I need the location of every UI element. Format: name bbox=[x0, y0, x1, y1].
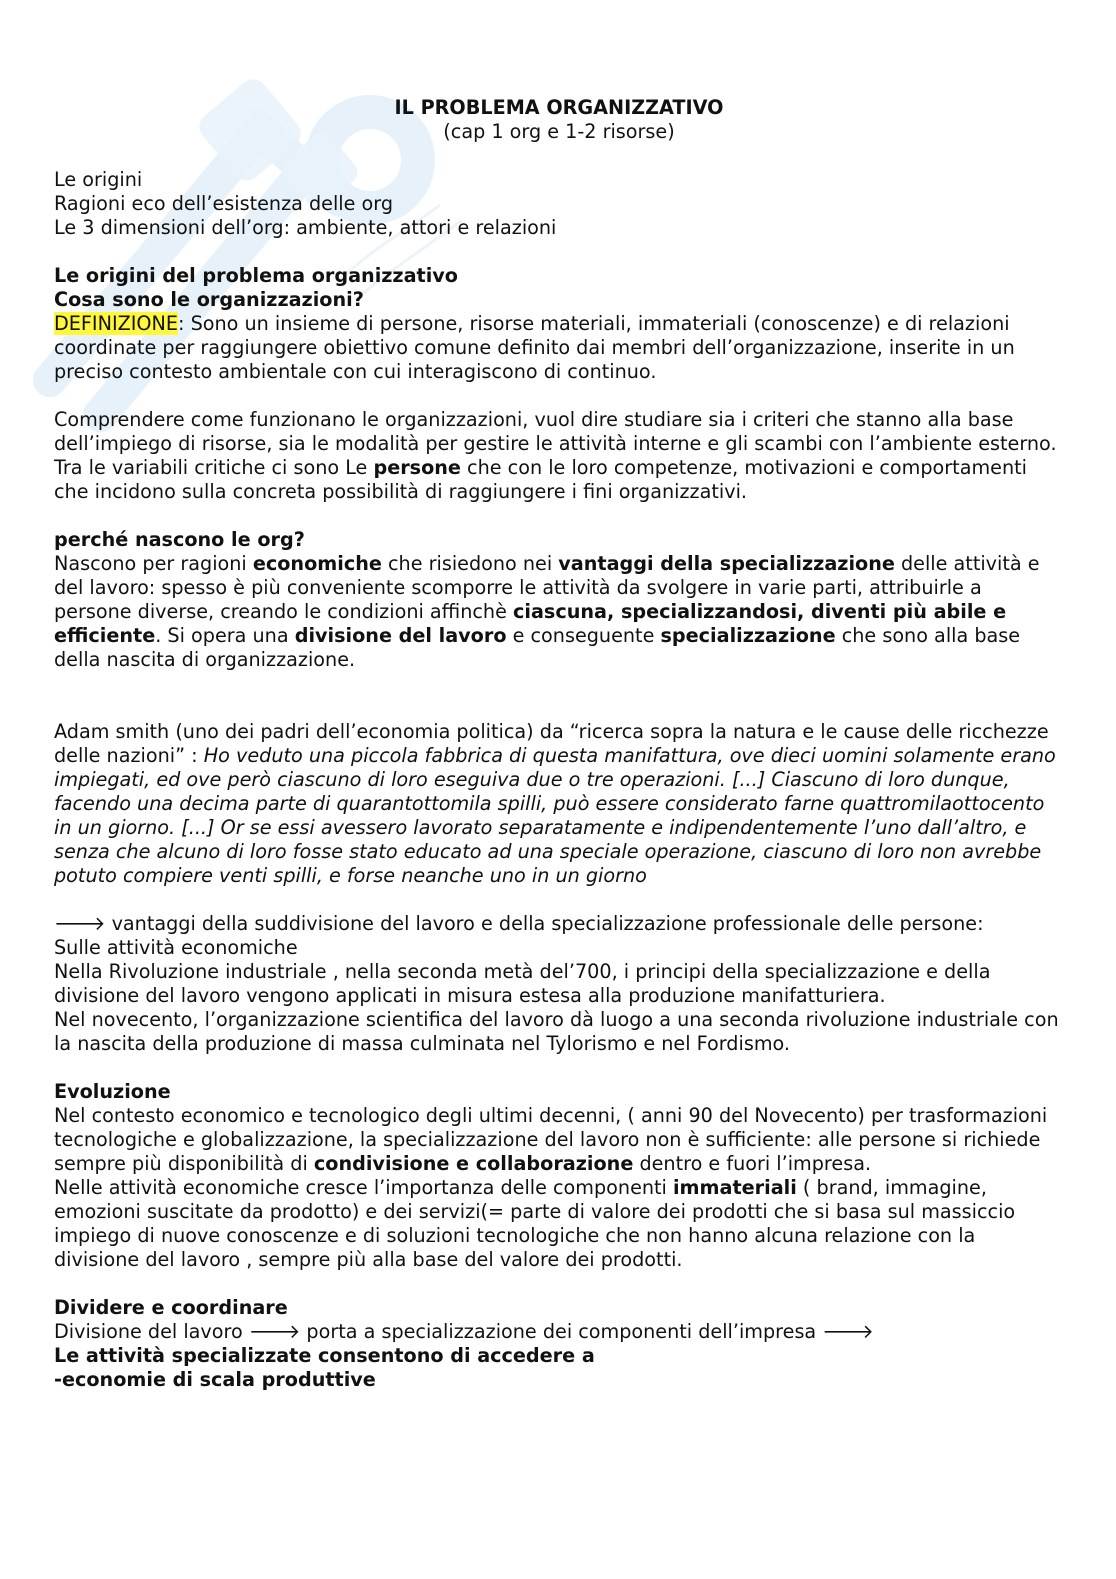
toc-line: Ragioni eco dell’esistenza delle org bbox=[54, 192, 394, 215]
paragraph: Divisione del lavoro 🡒 porta a specializzazione dei componenti dell’impresa 🡒 bbox=[54, 1320, 874, 1343]
quote-paragraph: Adam smith (uno dei padri dell’economia politica) da “ricerca sopra la natura e le cause delle ricchezze delle nazioni” : Ho veduto una piccola fabbrica di questa manifattura, ove dieci uomini solamente erano impiegati, ed ove però ciascuno di loro eseguiva due o tre operazioni. [...] Ciascuno di loro dunque, facendo una decima parte di quarantottomila spilli, può essere considerato farne quattromilaottocento in un giorno. [...] Or se essi avessero lavorato separatamente e indipendentemente l’uno dall’altro, e senza che alcuno di loro fosse stato educato ad una speciale operazione, ciascuno di loro non avrebbe potuto compiere venti spilli, e forse neanche uno in un giorno bbox=[54, 720, 1056, 887]
toc-line: Le origini bbox=[54, 168, 143, 191]
paragraph-bold: Le attività specializzate consentono di accedere a bbox=[54, 1344, 595, 1367]
paragraph: Nel novecento, l’organizzazione scientifica del lavoro dà luogo a una seconda rivoluzione industriale con la nascita della produzione di massa culminata nel Tylorismo e nel Fordismo. bbox=[54, 1008, 1059, 1055]
definition-paragraph bbox=[54, 312, 1064, 384]
document-title: IL PROBLEMA ORGANIZZATIVO bbox=[394, 96, 724, 119]
document-subtitle: (cap 1 org e 1-2 risorse) bbox=[443, 120, 675, 143]
paragraph-bold: -economie di scala produttive bbox=[54, 1368, 376, 1391]
paragraph: Nascono per ragioni economiche che risiedono nei vantaggi della specializzazione delle attività e del lavoro: spesso è più conveniente scomporre le attività da svolgere in varie parti, attribuirle a persone diverse, creando le condizioni affinchè ciascuna, specializzandosi, diventi più abile e efficiente. Si opera una divisione del lavoro e conseguente specializzazione che sono alla base della nascita di organizzazione. bbox=[54, 552, 1040, 671]
arrow-icon: 🡒 bbox=[54, 912, 106, 935]
section-heading: Evoluzione bbox=[54, 1080, 171, 1103]
definition-label: DEFINIZIONE bbox=[54, 312, 178, 335]
section-subheading: Cosa sono le organizzazioni? bbox=[54, 288, 364, 311]
arrow-icon: 🡒 bbox=[822, 1320, 874, 1343]
paragraph: 🡒 vantaggi della suddivisione del lavoro e della specializzazione professionale delle persone: bbox=[54, 912, 984, 935]
arrow-icon: 🡒 bbox=[248, 1320, 301, 1343]
paragraph: Comprendere come funzionano le organizzazioni, vuol dire studiare sia i criteri che stanno alla base dell’impiego di risorse, sia le modalità per gestire le attività interne e gli scambi con l’ambiente esterno. bbox=[54, 408, 1057, 455]
document-content bbox=[54, 96, 1064, 1392]
section-heading: perché nascono le org? bbox=[54, 528, 305, 551]
section-heading: Le origini del problema organizzativo bbox=[54, 264, 458, 287]
quote-text: Ho veduto una piccola fabbrica di questa manifattura, ove dieci uomini solamente erano impiegati, ed ove però ciascuno di loro eseguiva due o tre operazioni. [...] Ciascuno di loro dunque, facendo una decima parte di quarantottomila spilli, può essere considerato farne quattromilaottocento in un giorno. [...] Or se essi avessero lavorato separatamente e indipendentemente l’uno dall’altro, e senza che alcuno di loro fosse stato educato ad una speciale operazione, ciascuno di loro non avrebbe potuto compiere venti spilli, e forse neanche uno in un giorno bbox=[54, 744, 1056, 887]
toc-line: Le 3 dimensioni dell’org: ambiente, attori e relazioni bbox=[54, 216, 557, 239]
paragraph: Sulle attività economiche bbox=[54, 936, 298, 959]
section-heading: Dividere e coordinare bbox=[54, 1296, 288, 1319]
paragraph: Nel contesto economico e tecnologico degli ultimi decenni, ( anni 90 del Novecento) per trasformazioni tecnologiche e globalizzazione, la specializzazione del lavoro non è sufficiente: alle persone si richiede sempre più disponibilità di condivisione e collaborazione dentro e fuori l’impresa. bbox=[54, 1104, 1048, 1175]
paragraph: Nella Rivoluzione industriale , nella seconda metà del’700, i principi della specializzazione e della divisione del lavoro vengono applicati in misura estesa alla produzione manifatturiera. bbox=[54, 960, 991, 1007]
definition-text: : Sono un insieme di persone, risorse materiali, immateriali (conoscenze) e di relazioni coordinate per raggiungere obiettivo comune definito dai membri dell’organizzazione, inserite in un preciso contesto ambientale con cui interagiscono di continuo. bbox=[54, 312, 1015, 383]
paragraph: Nelle attività economiche cresce l’importanza delle componenti immateriali ( brand, immagine, emozioni suscitate da prodotto) e dei servizi(= parte di valore dei prodotti che si basa sul massiccio impiego di nuove conoscenze e di soluzioni tecnologiche che non hanno alcuna relazione con la divisione del lavoro , sempre più alla base del valore dei prodotti. bbox=[54, 1176, 1016, 1271]
paragraph: Tra le variabili critiche ci sono Le persone che con le loro competenze, motivazioni e comportamenti che incidono sulla concreta possibilità di raggiungere i fini organizzativi. bbox=[54, 456, 1027, 503]
